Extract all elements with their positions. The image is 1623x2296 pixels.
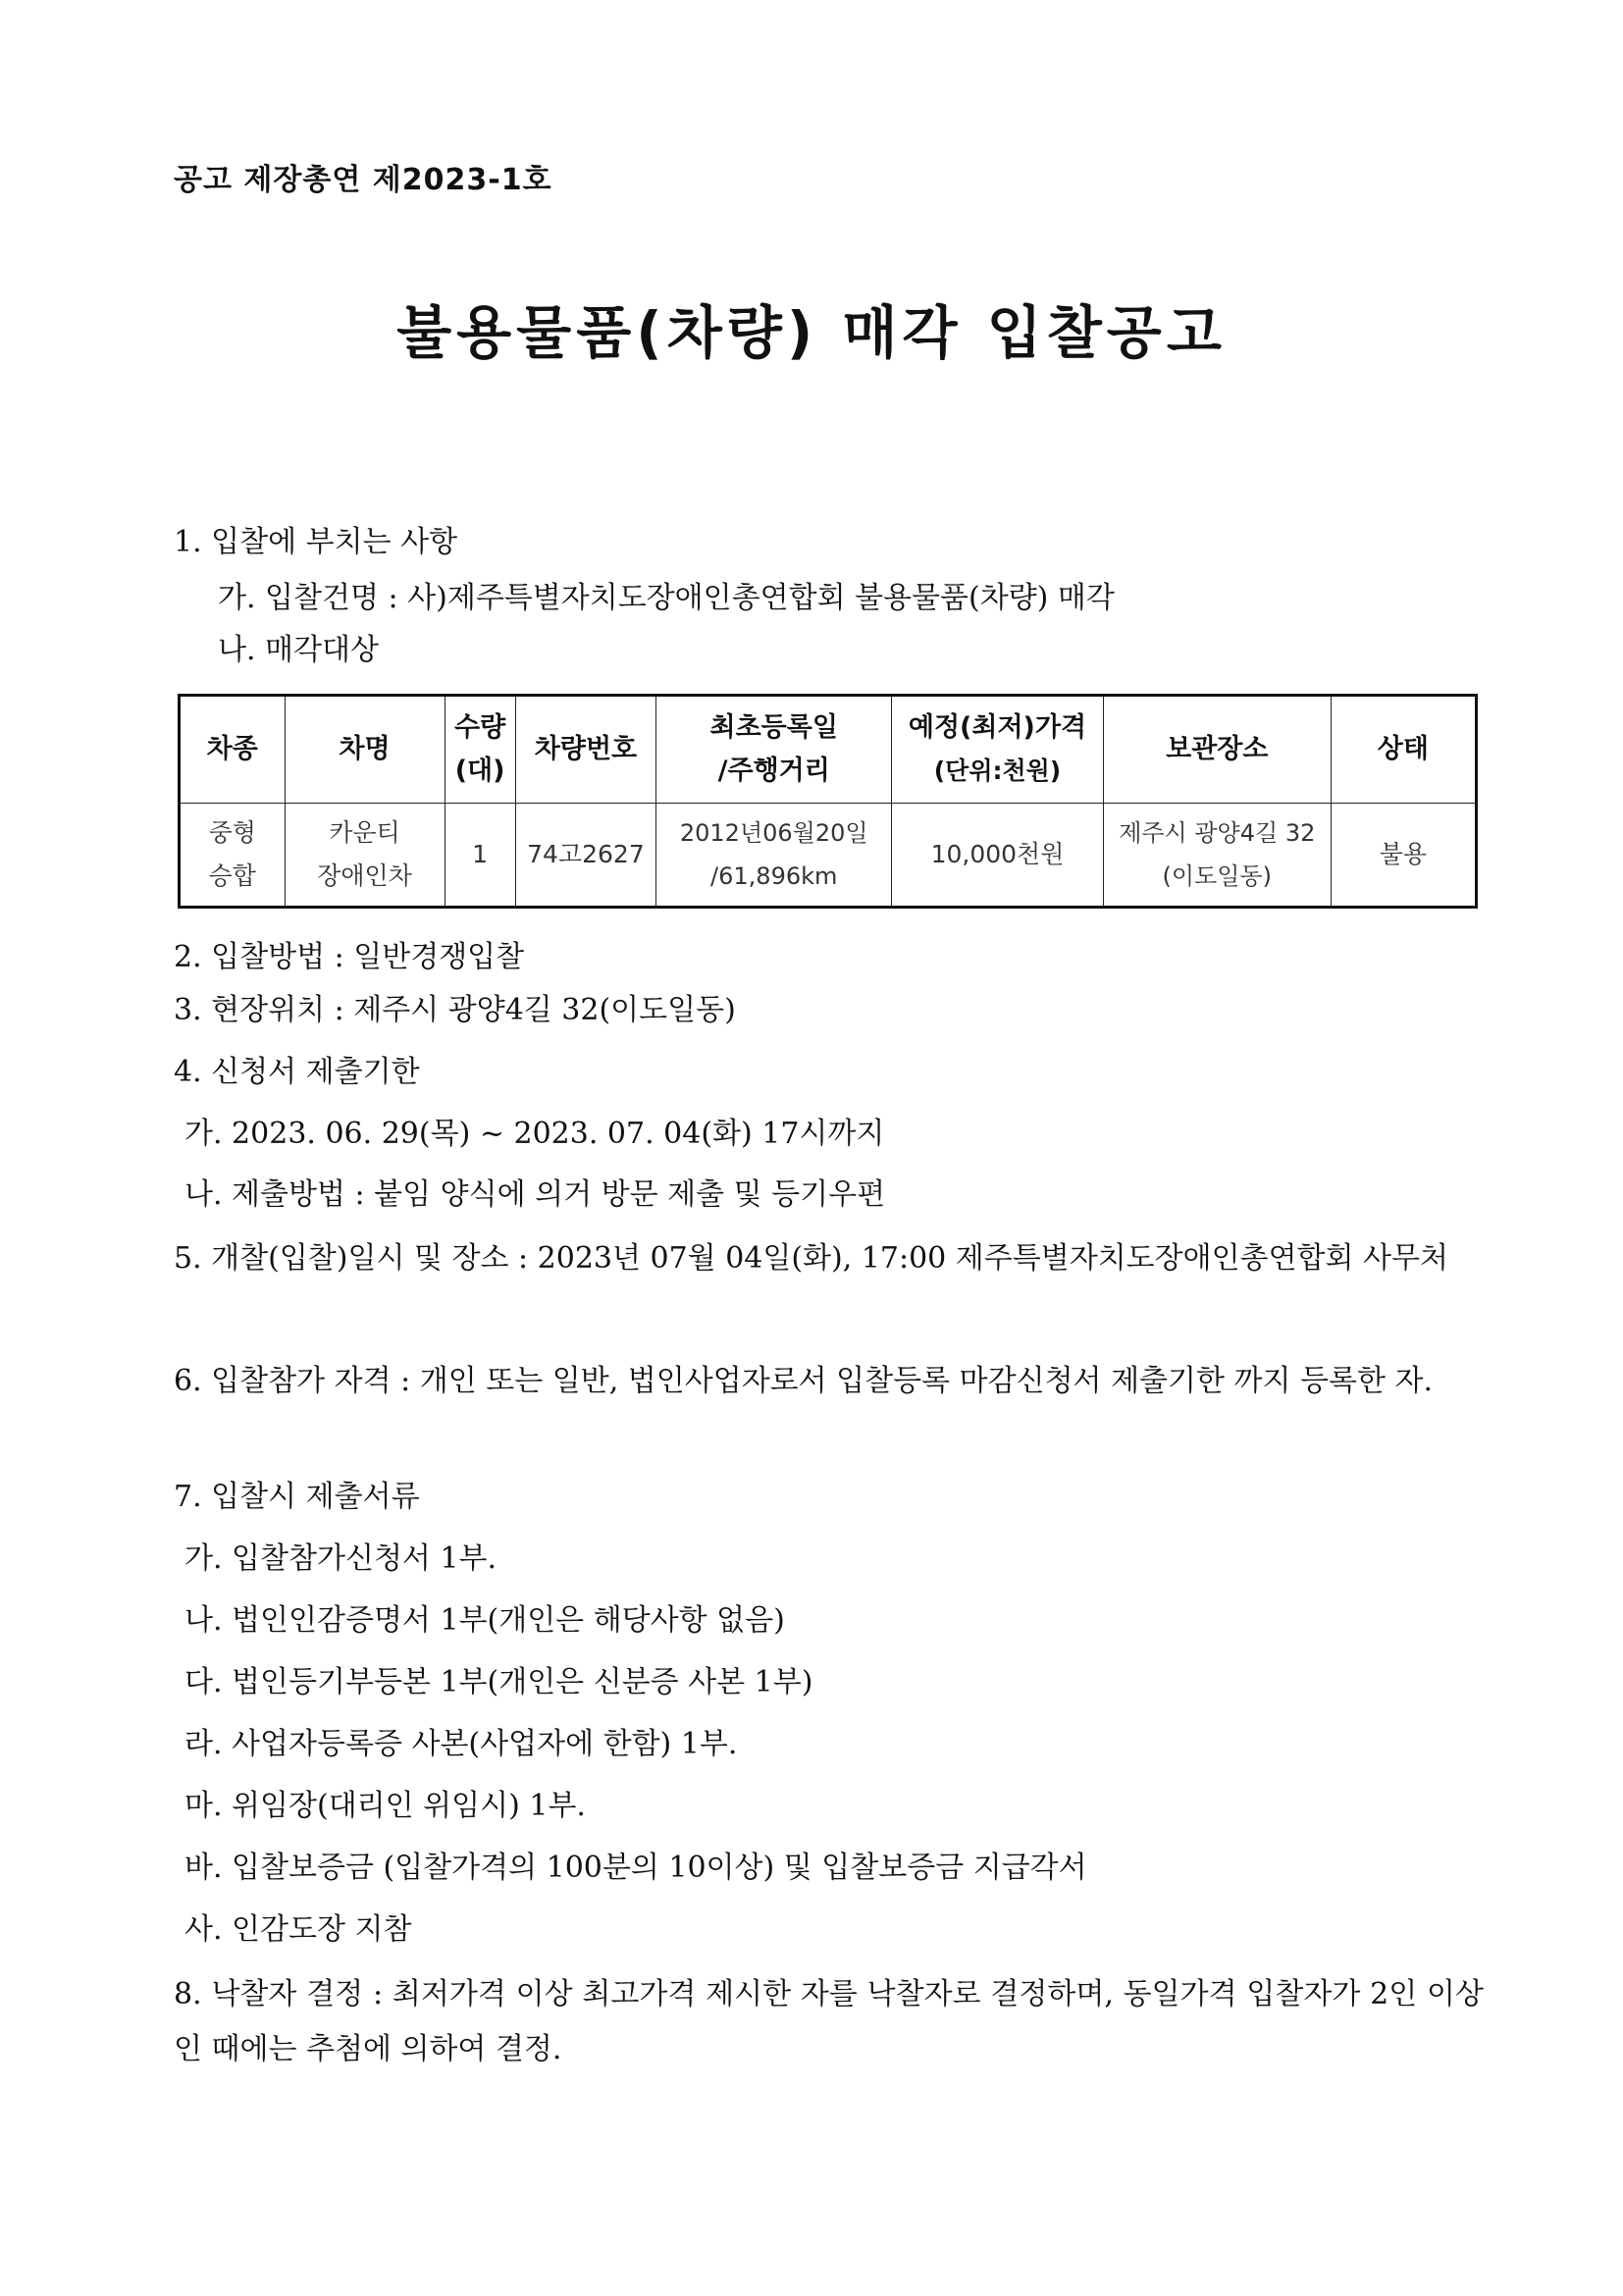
cell-vehicle-type: 중형 승합 <box>180 804 286 908</box>
section-7-item: 사. 인감도장 지참 <box>184 1912 412 1947</box>
header-vehicle-name: 차명 <box>285 696 445 804</box>
cell-price: 10,000천원 <box>892 804 1104 908</box>
header-storage-location: 보관장소 <box>1103 696 1331 804</box>
cell-vehicle-name: 카운티 장애인차 <box>285 804 445 908</box>
section-4-heading: 4. 신청서 제출기한 <box>174 1055 420 1089</box>
section-3: 3. 현장위치 : 제주시 광양4길 32(이도일동) <box>174 993 736 1027</box>
cell-storage-location: 제주시 광양4길 32 (이도일동) <box>1103 804 1331 908</box>
section-4-item-ga: 가. 2023. 06. 29(목) ~ 2023. 07. 04(화) 17시까지 <box>184 1117 885 1151</box>
page-title: 불용물품(차량) 매각 입찰공고 <box>396 299 1227 366</box>
header-quantity: 수량 (대) <box>445 696 515 804</box>
header-price: 예정(최저)가격 (단위:천원) <box>892 696 1104 804</box>
header-vehicle-type: 차종 <box>180 696 286 804</box>
section-1-item-na: 나. 매각대상 <box>218 633 379 667</box>
sale-items-table <box>178 694 1478 909</box>
cell-registration: 2012년06월20일 /61,896km <box>656 804 892 908</box>
header-registration: 최초등록일 /주행거리 <box>656 696 892 804</box>
section-2: 2. 입찰방법 : 일반경쟁입찰 <box>174 940 525 974</box>
notice-number: 공고 제장총연 제2023-1호 <box>174 163 552 197</box>
section-6: 6. 입찰참가 자격 : 개인 또는 일반, 법인사업자로서 입찰등록 마감신청서 제출기한 까지 등록한 자. <box>174 1364 1434 1398</box>
section-4-item-na: 나. 제출방법 : 붙임 양식에 의거 방문 제출 및 등기우편 <box>184 1177 886 1212</box>
section-1-heading: 1. 입찰에 부치는 사항 <box>174 525 458 559</box>
header-plate-number: 차량번호 <box>515 696 656 804</box>
table-header-row <box>180 696 1477 804</box>
header-status: 상태 <box>1331 696 1476 804</box>
table-row <box>180 804 1477 908</box>
cell-quantity: 1 <box>445 804 515 908</box>
section-7-item: 다. 법인등기부등본 1부(개인은 신분증 사본 1부) <box>184 1665 813 1699</box>
section-7-item: 나. 법인인감증명서 1부(개인은 해당사항 없음) <box>184 1603 785 1638</box>
cell-plate-number: 74고2627 <box>515 804 656 908</box>
section-7-heading: 7. 입찰시 제출서류 <box>174 1480 420 1514</box>
section-7-item: 바. 입찰보증금 (입찰가격의 100분의 10이상) 및 입찰보증금 지급각서 <box>184 1851 1087 1885</box>
section-8: 8. 낙찰자 결정 : 최저가격 이상 최고가격 제시한 자를 낙찰자로 결정하며, 동일가격 입찰자가 2인 이상인 때에는 추첨에 의하여 결정. <box>174 1977 1484 2066</box>
cell-status: 불용 <box>1331 804 1476 908</box>
section-5: 5. 개찰(입찰)일시 및 장소 : 2023년 07월 04일(화), 17:00 제주특별자치도장애인총연합회 사무처 <box>174 1241 1448 1276</box>
section-1-item-ga: 가. 입찰건명 : 사)제주특별자치도장애인총연합회 불용물품(차량) 매각 <box>218 581 1115 615</box>
section-7-item: 마. 위임장(대리인 위임시) 1부. <box>184 1789 586 1823</box>
section-7-item: 가. 입찰참가신청서 1부. <box>184 1541 497 1576</box>
section-7-item: 라. 사업자등록증 사본(사업자에 한함) 1부. <box>184 1727 738 1761</box>
